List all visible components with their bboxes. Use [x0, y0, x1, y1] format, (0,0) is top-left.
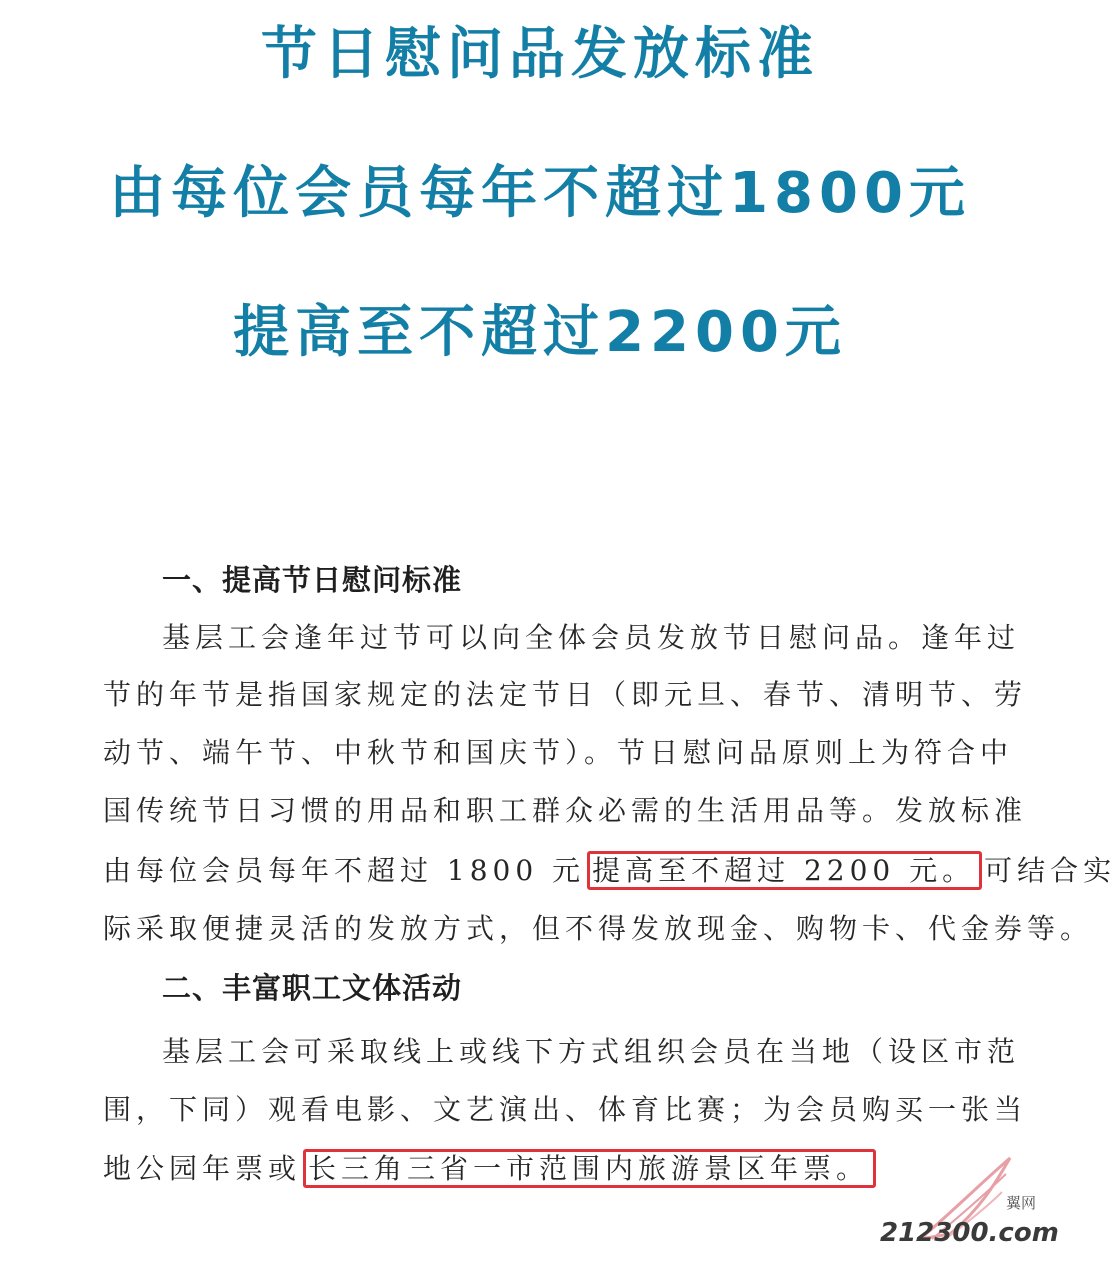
paragraph-line: 基层工会逢年过节可以向全体会员发放节日慰问品。逢年过	[162, 621, 1021, 654]
paragraph-line-highlighted	[103, 851, 1116, 891]
paragraph-line: 国传统节日习惯的用品和职工群众必需的生活用品等。发放标准	[103, 794, 1028, 827]
paragraph-line: 际采取便捷灵活的发放方式，但不得发放现金、购物卡、代金券等。	[103, 912, 1094, 945]
highlight-box-new-standard: 提高至不超过 2200 元。	[587, 851, 982, 890]
watermark-label: 翼网	[1005, 1194, 1036, 1212]
section-heading-cultural-activities: 二、丰富职工文体活动	[162, 971, 463, 1005]
paragraph-line: 围，下同）观看电影、文艺演出、体育比赛；为会员购买一张当	[103, 1093, 1028, 1126]
headline-old-standard: 由每位会员每年不超过1800元	[109, 161, 971, 226]
highlight-box-scenic-pass: 长三角三省一市范围内旅游景区年票。	[303, 1149, 876, 1188]
site-watermark	[850, 1154, 1059, 1254]
paragraph-line-highlighted	[103, 1149, 878, 1189]
paragraph-text: 由每位会员每年不超过 1800 元	[103, 854, 586, 887]
paragraph-line: 动节、端午节、中秋节和国庆节）。节日慰问品原则上为符合中	[103, 736, 1014, 769]
paragraph-line: 节的年节是指国家规定的法定节日（即元旦、春节、清明节、劳	[103, 678, 1028, 711]
paragraph-text: 地公园年票或	[103, 1152, 302, 1185]
headline-title: 节日慰问品发放标准	[261, 22, 819, 87]
paragraph-line: 基层工会可采取线上或线下方式组织会员在当地（设区市范	[162, 1035, 1021, 1068]
section-heading-holiday-standard: 一、提高节日慰问标准	[162, 563, 463, 597]
paragraph-text: 可结合实	[984, 854, 1116, 887]
headline-new-standard: 提高至不超过2200元	[233, 300, 847, 365]
watermark-site: 212300.com	[880, 1218, 1059, 1248]
